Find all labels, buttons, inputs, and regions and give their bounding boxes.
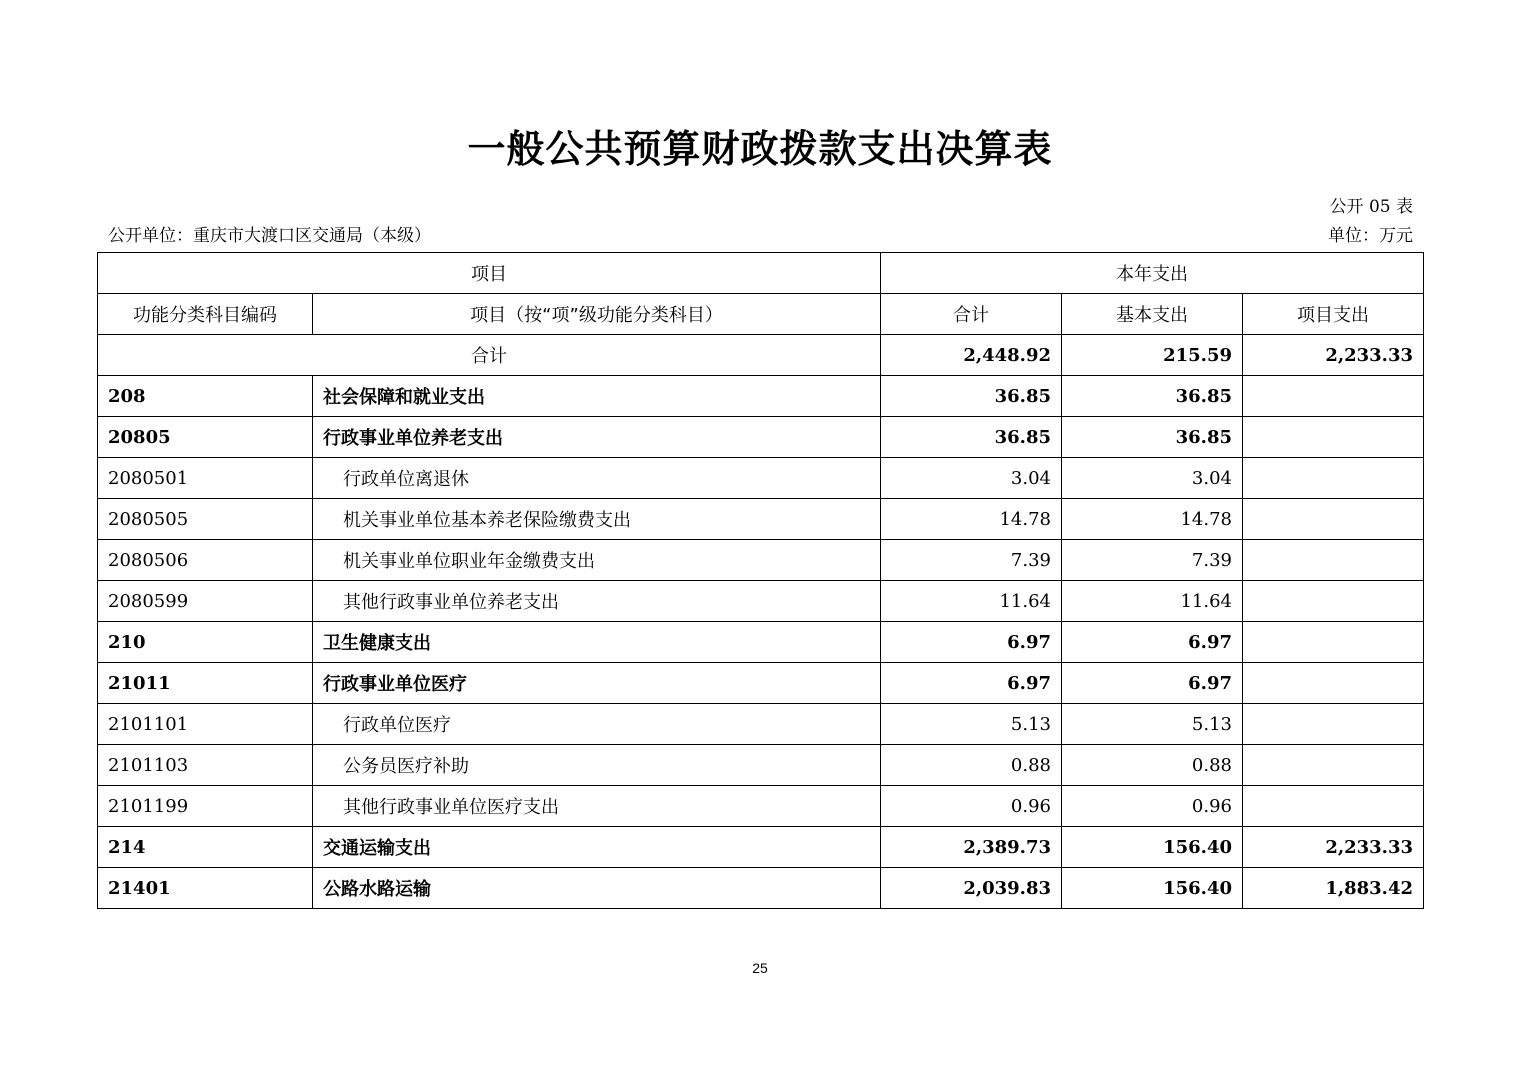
table-row bbox=[98, 458, 1424, 499]
row-name: 行政事业单位养老支出 bbox=[313, 417, 881, 458]
row-name: 机关事业单位职业年金缴费支出 bbox=[313, 540, 881, 581]
row-name: 机关事业单位基本养老保险缴费支出 bbox=[313, 499, 881, 540]
row-name: 公务员医疗补助 bbox=[313, 745, 881, 786]
row-name: 行政单位医疗 bbox=[313, 704, 881, 745]
table-row bbox=[98, 581, 1424, 622]
header-total: 合计 bbox=[881, 294, 1062, 335]
row-code: 214 bbox=[98, 827, 313, 868]
row-total: 0.88 bbox=[881, 745, 1062, 786]
row-basic: 6.97 bbox=[1062, 622, 1243, 663]
row-total: 7.39 bbox=[881, 540, 1062, 581]
row-name: 卫生健康支出 bbox=[313, 622, 881, 663]
row-total: 6.97 bbox=[881, 663, 1062, 704]
row-name: 交通运输支出 bbox=[313, 827, 881, 868]
row-basic: 156.40 bbox=[1062, 827, 1243, 868]
row-basic: 11.64 bbox=[1062, 581, 1243, 622]
total-project: 2,233.33 bbox=[1243, 335, 1424, 376]
row-code: 2101101 bbox=[98, 704, 313, 745]
row-project bbox=[1243, 417, 1424, 458]
row-project bbox=[1243, 376, 1424, 417]
row-name: 其他行政事业单位养老支出 bbox=[313, 581, 881, 622]
header-basic: 基本支出 bbox=[1062, 294, 1243, 335]
row-code: 21011 bbox=[98, 663, 313, 704]
row-project: 1,883.42 bbox=[1243, 868, 1424, 909]
table-row bbox=[98, 704, 1424, 745]
row-project bbox=[1243, 745, 1424, 786]
row-project bbox=[1243, 581, 1424, 622]
row-total: 2,039.83 bbox=[881, 868, 1062, 909]
row-name: 社会保障和就业支出 bbox=[313, 376, 881, 417]
row-basic: 0.88 bbox=[1062, 745, 1243, 786]
row-code: 2080599 bbox=[98, 581, 313, 622]
row-code: 20805 bbox=[98, 417, 313, 458]
row-name: 行政事业单位医疗 bbox=[313, 663, 881, 704]
row-project bbox=[1243, 786, 1424, 827]
row-total: 3.04 bbox=[881, 458, 1062, 499]
row-basic: 14.78 bbox=[1062, 499, 1243, 540]
row-code: 2080506 bbox=[98, 540, 313, 581]
row-project: 2,233.33 bbox=[1243, 827, 1424, 868]
row-code: 21401 bbox=[98, 868, 313, 909]
row-total: 36.85 bbox=[881, 376, 1062, 417]
row-code: 208 bbox=[98, 376, 313, 417]
header-project: 项目 bbox=[98, 253, 881, 294]
table-row bbox=[98, 868, 1424, 909]
header-item: 项目（按“项”级功能分类科目） bbox=[313, 294, 881, 335]
page-number: 25 bbox=[752, 960, 768, 976]
row-total: 5.13 bbox=[881, 704, 1062, 745]
row-project bbox=[1243, 499, 1424, 540]
reporting-unit: 公开单位：重庆市大渡口区交通局（本级） bbox=[108, 226, 431, 246]
form-number: 公开 05 表 bbox=[1329, 197, 1413, 217]
table-row bbox=[98, 622, 1424, 663]
header-code: 功能分类科目编码 bbox=[98, 294, 313, 335]
total-row bbox=[98, 335, 1424, 376]
row-total: 6.97 bbox=[881, 622, 1062, 663]
row-total: 14.78 bbox=[881, 499, 1062, 540]
row-basic: 36.85 bbox=[1062, 417, 1243, 458]
total-sum: 2,448.92 bbox=[881, 335, 1062, 376]
row-basic: 7.39 bbox=[1062, 540, 1243, 581]
row-code: 2080501 bbox=[98, 458, 313, 499]
row-project bbox=[1243, 663, 1424, 704]
row-code: 2101199 bbox=[98, 786, 313, 827]
total-basic: 215.59 bbox=[1062, 335, 1243, 376]
row-total: 2,389.73 bbox=[881, 827, 1062, 868]
page-title: 一般公共预算财政拨款支出决算表 bbox=[467, 127, 1053, 171]
row-name: 其他行政事业单位医疗支出 bbox=[313, 786, 881, 827]
table-row bbox=[98, 376, 1424, 417]
row-total: 36.85 bbox=[881, 417, 1062, 458]
currency-unit: 单位：万元 bbox=[1328, 226, 1413, 246]
total-label: 合计 bbox=[98, 335, 881, 376]
row-basic: 5.13 bbox=[1062, 704, 1243, 745]
header-row-columns bbox=[98, 294, 1424, 335]
table-body bbox=[98, 335, 1424, 909]
row-total: 0.96 bbox=[881, 786, 1062, 827]
row-code: 210 bbox=[98, 622, 313, 663]
row-project bbox=[1243, 458, 1424, 499]
row-name: 公路水路运输 bbox=[313, 868, 881, 909]
table-row bbox=[98, 827, 1424, 868]
row-basic: 36.85 bbox=[1062, 376, 1243, 417]
header-row-top bbox=[98, 253, 1424, 294]
table-row bbox=[98, 540, 1424, 581]
row-name: 行政单位离退休 bbox=[313, 458, 881, 499]
row-basic: 156.40 bbox=[1062, 868, 1243, 909]
row-project bbox=[1243, 540, 1424, 581]
row-project bbox=[1243, 704, 1424, 745]
header-project-exp: 项目支出 bbox=[1243, 294, 1424, 335]
table-row bbox=[98, 499, 1424, 540]
table-row bbox=[98, 745, 1424, 786]
table-row bbox=[98, 663, 1424, 704]
table-row bbox=[98, 417, 1424, 458]
row-basic: 0.96 bbox=[1062, 786, 1243, 827]
row-total: 11.64 bbox=[881, 581, 1062, 622]
row-basic: 3.04 bbox=[1062, 458, 1243, 499]
row-project bbox=[1243, 622, 1424, 663]
row-code: 2101103 bbox=[98, 745, 313, 786]
row-basic: 6.97 bbox=[1062, 663, 1243, 704]
table-row bbox=[98, 786, 1424, 827]
row-code: 2080505 bbox=[98, 499, 313, 540]
expenditure-table bbox=[97, 252, 1424, 909]
header-current-year: 本年支出 bbox=[881, 253, 1424, 294]
